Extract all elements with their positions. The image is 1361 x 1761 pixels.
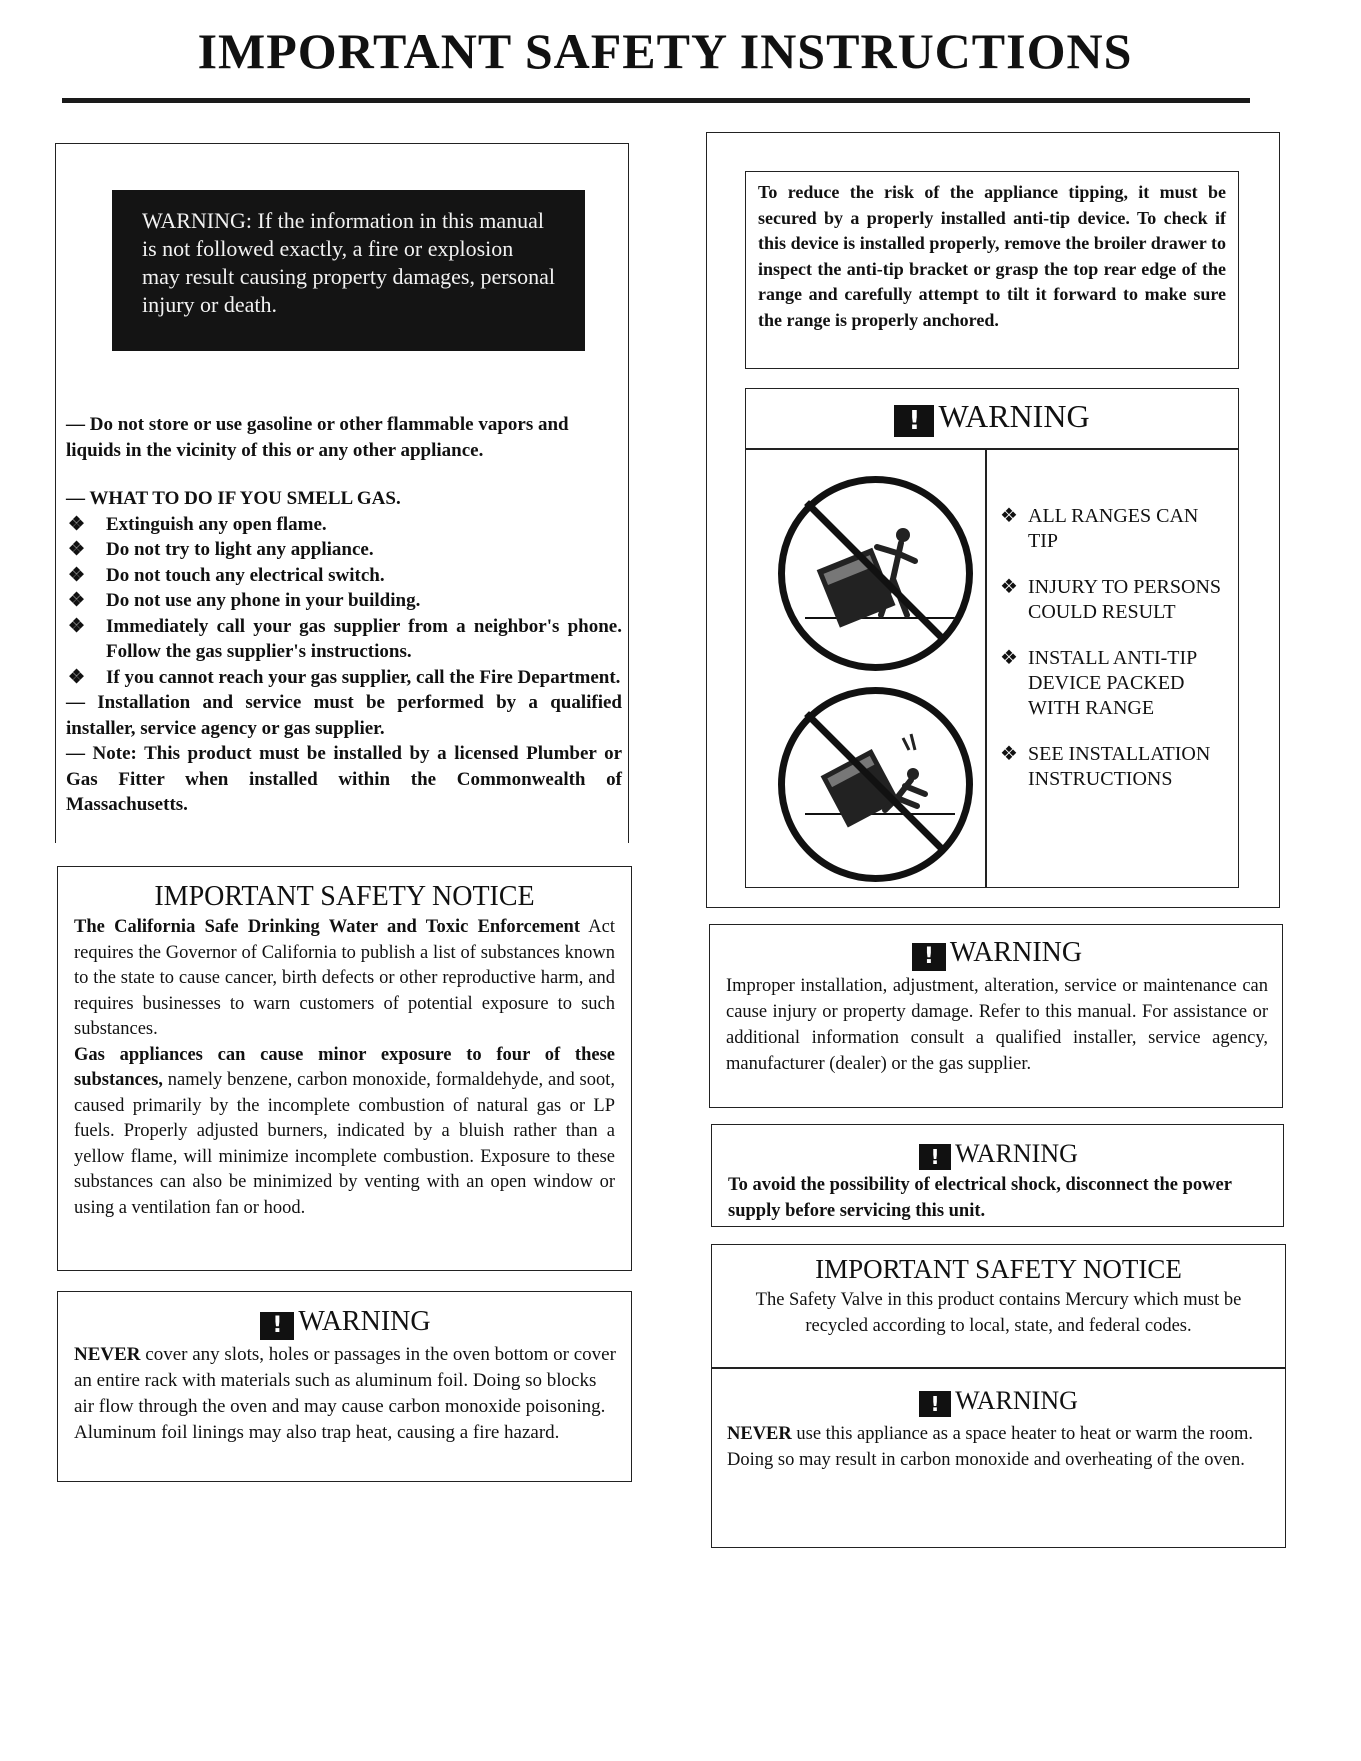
notice-divider	[711, 1367, 1286, 1369]
warning-tip-header-divider	[745, 448, 1239, 450]
warning-tip-heading: ! WARNING	[745, 398, 1239, 437]
list-item: ❖ Do not touch any electrical switch.	[66, 563, 622, 589]
list-item: ❖ Do not try to light any appliance.	[66, 537, 622, 563]
installation-note: — Installation and service must be performed by a qualified installer, service agency or gas supplier.	[66, 692, 622, 739]
notice-heading: IMPORTANT SAFETY NOTICE	[815, 1254, 1182, 1284]
massachusetts-note: — Note: This product must be installed by a licensed Plumber or Gas Fitter when installed within the Commonwealth of Massachusetts.	[66, 743, 622, 815]
warning-triangle-icon: !	[894, 405, 934, 437]
bullet-icon: ❖	[1000, 576, 1018, 598]
notice-body: The California Safe Drinking Water and Toxic Enforcement Act requires the Governor of California to publish a list of substances known to the state to cause cancer, birth defects or other reproductive harm, and requires businesses to warn customers of potential exposure to such substances. Gas appliances can cause minor exposure to four of these substances, namely benzene, carbon monoxide, formaldehyde, and soot, caused primarily by the incomplete combustion of natural gas or LP fuels. Properly adjusted burners, indicated by a bluish rather than a yellow flame, will minimize incomplete combustion. Exposure to these substances can also be minimized by venting with an open window or using a ventilation fan or hood.	[74, 917, 615, 1218]
bullet-icon: ❖	[68, 666, 86, 688]
warning-body: Improper installation, adjustment, alteration, service or maintenance can cause injury or property damage. Refer to this manual. For assistance or additional information consult a qualified installer, service agency, manufacturer (dealer) or the gas supplier.	[726, 976, 1268, 1074]
warning-tip-list	[1000, 504, 1230, 813]
warning-fire-explosion: WARNING: If the information in this manual is not followed exactly, a fire or explosion may result causing property damages, personal injury or death.	[112, 190, 585, 351]
warning-heading-row: ! WARNING	[727, 1386, 1270, 1417]
warning-electrical-shock	[711, 1124, 1284, 1227]
list-item: ❖ INSTALL ANTI-TIP DEVICE PACKED WITH RANGE	[1000, 647, 1197, 719]
list-item: ❖ Do not use any phone in your building.	[66, 588, 622, 614]
warning-heading-row: ! WARNING	[74, 1306, 617, 1340]
smell-gas-heading: — WHAT TO DO IF YOU SMELL GAS.	[66, 488, 401, 509]
warning-heading-row: ! WARNING	[726, 937, 1268, 971]
warning-triangle-icon: !	[912, 943, 946, 971]
list-item: ❖ ALL RANGES CAN TIP	[1000, 505, 1199, 552]
list-item: ❖ SEE INSTALLATION INSTRUCTIONS	[1000, 743, 1211, 790]
bullet-icon: ❖	[1000, 647, 1018, 669]
warning-triangle-icon: !	[919, 1144, 951, 1170]
mercury-notice-content	[711, 1254, 1286, 1339]
list-item: ❖ Extinguish any open flame.	[66, 512, 622, 538]
warning-triangle-icon: !	[260, 1312, 294, 1340]
warning-tip-column-divider	[985, 448, 987, 888]
list-item: ❖ Immediately call your gas supplier from a neighbor's phone. Follow the gas supplier's instructions.	[66, 614, 622, 665]
warning-aluminum-foil	[57, 1291, 632, 1482]
warning-space-heater	[711, 1386, 1286, 1473]
warning-body: To avoid the possibility of electrical shock, disconnect the power supply before servicing this unit.	[728, 1175, 1232, 1221]
page-title: IMPORTANT SAFETY INSTRUCTIONS	[197, 23, 1133, 79]
smell-gas-section	[66, 486, 622, 818]
bullet-icon: ❖	[68, 564, 86, 586]
title-divider	[62, 98, 1250, 103]
list-item: ❖ INJURY TO PERSONS COULD RESULT	[1000, 576, 1222, 623]
safety-notice-california	[57, 866, 632, 1271]
warning-heading-row: ! WARNING	[728, 1139, 1269, 1170]
bullet-icon: ❖	[1000, 505, 1018, 527]
anti-tip-instructions: To reduce the risk of the appliance tipping, it must be secured by a properly installed anti-tip device. To check if this device is installed properly, remove the broiler drawer to inspect the anti-tip bracket or grasp the top rear edge of the range and carefully attempt to tilt it forward to make sure the range is properly anchored.	[745, 171, 1239, 369]
bullet-icon: ❖	[1000, 743, 1018, 765]
bullet-icon: ❖	[68, 615, 86, 637]
warning-improper-installation	[709, 924, 1283, 1108]
notice-body: The Safety Valve in this product contains Mercury which must be recycled according to local, state, and federal codes.	[755, 1290, 1242, 1336]
notice-heading: IMPORTANT SAFETY NOTICE	[154, 881, 535, 912]
warning-body: NEVER cover any slots, holes or passages in the oven bottom or cover an entire rack with materials such as aluminum foil. Doing so blocks air flow through the oven and may cause carbon monoxide poisoning. Aluminum foil linings may also trap heat, causing a fire hazard.	[74, 1344, 616, 1443]
list-item: ❖ If you cannot reach your gas supplier, call the Fire Department.	[66, 665, 622, 691]
bullet-icon: ❖	[68, 513, 86, 535]
bullet-icon: ❖	[68, 590, 86, 611]
flammable-vapors-note: — Do not store or use gasoline or other flammable vapors and liquids in the vicinity of this or any other appliance.	[66, 414, 569, 461]
bullet-icon: ❖	[68, 539, 86, 560]
warning-body: NEVER use this appliance as a space heater to heat or warm the room. Doing so may result in carbon monoxide and overheating of the oven.	[727, 1424, 1254, 1470]
warning-triangle-icon: !	[919, 1391, 951, 1417]
